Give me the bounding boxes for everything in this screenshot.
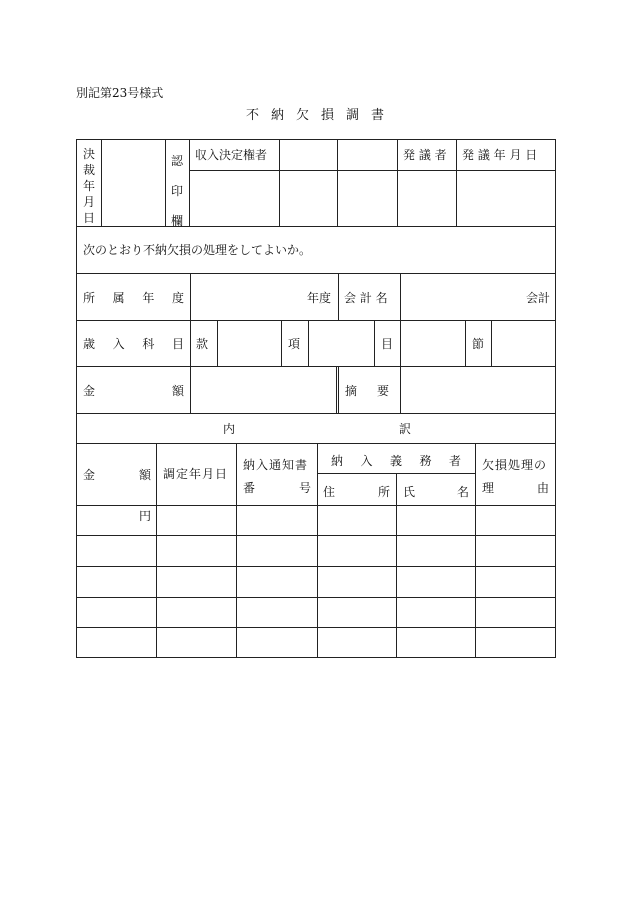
fiscal-year-label — [83, 291, 184, 305]
authority-label: 収入決定権者 — [195, 148, 268, 162]
decision-date-label — [82, 146, 96, 226]
setsu-label: 節 — [472, 337, 485, 351]
summary-char-0: 摘 — [345, 384, 358, 398]
col-amount-header — [83, 468, 151, 482]
col-obligor-header — [331, 454, 461, 468]
fiscal-year-suffix: 年度 — [307, 291, 332, 305]
name-char-0: 氏 — [403, 485, 416, 499]
title-char-0: 不 — [245, 108, 259, 123]
budget-item-label — [83, 337, 184, 351]
title-char-1: 納 — [270, 108, 284, 123]
col-amount-char-1: 額 — [138, 468, 151, 482]
amount-char-1: 額 — [171, 384, 184, 398]
budget-char-0: 歳 — [83, 337, 96, 351]
yen-unit: 円 — [139, 509, 152, 523]
reason-char-1: 由 — [536, 481, 549, 495]
summary-char-1: 要 — [376, 384, 389, 398]
budget-char-1: 入 — [112, 337, 125, 351]
obligor-char-1: 入 — [360, 454, 373, 468]
title-char-3: 損 — [321, 108, 335, 123]
col-notice-header-top: 納入通知書 — [243, 458, 309, 472]
obligor-char-3: 務 — [419, 454, 432, 468]
kou-label: 項 — [288, 337, 301, 351]
account-name-label: 会 計 名 — [344, 291, 388, 305]
proposal-date-label: 発 議 年 月 日 — [462, 148, 538, 162]
year-char-0: 所 — [83, 291, 96, 305]
amount-label — [83, 384, 184, 398]
col-notice-header-bottom — [243, 481, 311, 495]
title-char-5: 書 — [371, 108, 385, 123]
main-table — [76, 226, 556, 658]
decision-char-1: 裁 — [82, 163, 95, 177]
document-title — [0, 104, 630, 123]
decision-char-2: 年 — [82, 179, 95, 193]
decision-char-0: 決 — [82, 147, 95, 161]
title-char-2: 欠 — [295, 108, 309, 123]
col-address-header — [323, 485, 390, 499]
form-number: 別記第23号様式 — [76, 86, 164, 100]
name-char-1: 名 — [456, 485, 469, 499]
amount-char-0: 金 — [83, 384, 96, 398]
budget-char-3: 目 — [171, 337, 184, 351]
year-char-1: 属 — [112, 291, 125, 305]
breakdown-title — [223, 422, 411, 436]
breakdown-char-1: 訳 — [398, 422, 411, 436]
account-suffix: 会計 — [526, 291, 551, 305]
col-reason-header-bottom — [482, 481, 549, 495]
address-char-1: 所 — [377, 485, 390, 499]
statement-text: 次のとおり不納欠損の処理をしてよいか。 — [83, 243, 312, 257]
kan-label: 款 — [196, 337, 209, 351]
moku-label: 目 — [381, 337, 394, 351]
seal-label — [170, 146, 184, 236]
budget-char-2: 科 — [142, 337, 155, 351]
reason-char-0: 理 — [482, 481, 495, 495]
col-reason-header-top: 欠損処理の — [482, 458, 548, 472]
year-char-3: 度 — [171, 291, 184, 305]
summary-label — [345, 384, 389, 398]
notice-char-1: 号 — [298, 481, 311, 495]
year-char-2: 年 — [142, 291, 155, 305]
proposer-label: 発 議 者 — [403, 148, 447, 162]
notice-char-0: 番 — [243, 481, 256, 495]
col-name-header — [403, 485, 469, 499]
obligor-char-2: 義 — [389, 454, 402, 468]
breakdown-char-0: 内 — [223, 422, 236, 436]
approval-table — [76, 139, 556, 227]
decision-char-3: 月 — [82, 195, 95, 209]
seal-char-0: 認 — [170, 154, 183, 168]
col-amount-char-0: 金 — [83, 468, 96, 482]
seal-char-2: 欄 — [170, 214, 183, 228]
decision-char-4: 日 — [82, 211, 95, 225]
title-char-4: 調 — [346, 108, 360, 123]
obligor-char-4: 者 — [448, 454, 461, 468]
col-date-header: 調定年月日 — [163, 467, 229, 481]
obligor-char-0: 納 — [331, 454, 344, 468]
address-char-0: 住 — [323, 485, 336, 499]
seal-char-1: 印 — [170, 184, 183, 198]
